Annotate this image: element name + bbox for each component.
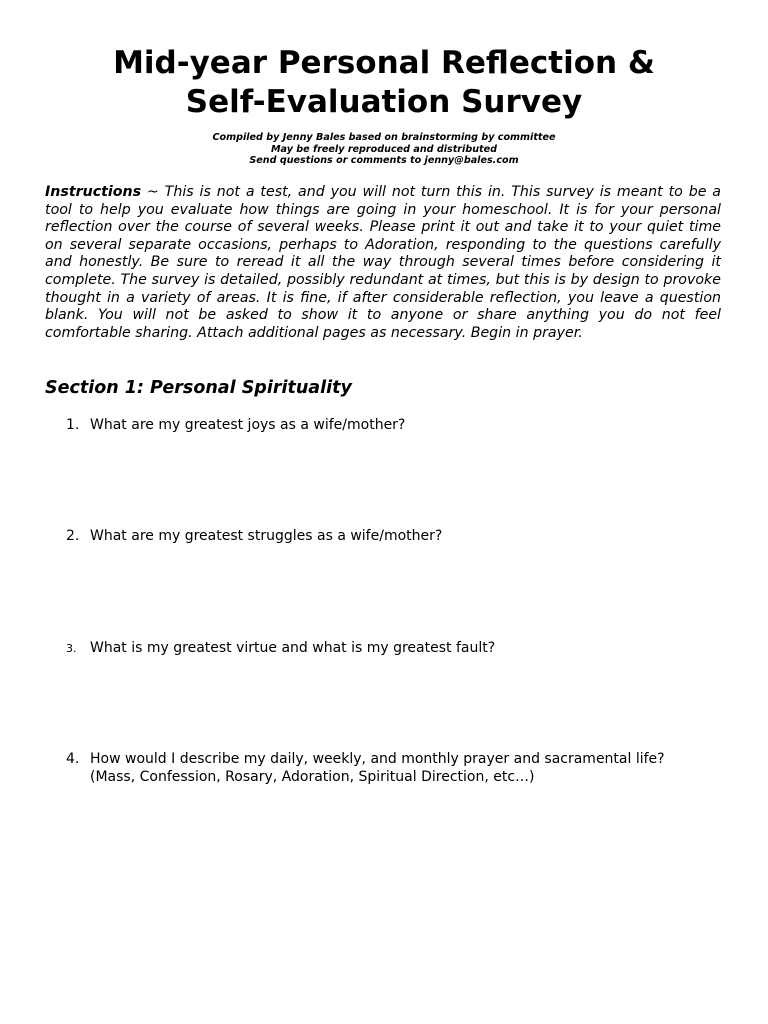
instructions-body: ~ This is not a test, and you will not turn this in. This survey is meant to be a tool to help you evaluate how things are going in your homeschool. It is for your personal reflection over the course of several weeks. Please print it out and take it to your quiet time on several separate occasions, perhaps to Adoration, responding to the questions carefully and honestly. Be sure to reread it all the way through several times before considering it complete. The survey is detailed, possibly redundant at times, but this is by design to provoke thought in a variety of areas. It is fine, if after considerable reflection, you leave a question blank. You will not be asked to show it to anyone or share anything you do not feel comfortable sharing. Attach additional pages as necessary. Begin in prayer. [45,184,721,341]
credits-compiled-by: Compiled by Jenny Bales based on brainstorming by committee [212,132,556,143]
question-item [66,527,726,545]
question-text: What are my greatest joys as a wife/mother? [90,417,406,433]
question-number: 3. [66,642,77,655]
question-number: 2. [66,528,80,544]
question-item [66,416,726,434]
instructions-lead: Instructions [45,184,142,200]
document-title [0,44,768,122]
section-heading: Section 1: Personal Spirituality [45,378,352,398]
question-text-block [90,750,726,786]
question-text: What is my greatest virtue and what is my greatest fault? [90,640,496,656]
title-line-2: Self-Evaluation Survey [185,84,583,120]
question-item [66,750,726,786]
title-line-1: Mid-year Personal Reflection & [113,45,655,81]
question-text: What are my greatest struggles as a wife/mother? [90,528,443,544]
instructions-paragraph [45,184,721,342]
credits-reproduction-note: May be freely reproduced and distributed [270,143,497,155]
question-subtext: (Mass, Confession, Rosary, Adoration, Spiritual Direction, etc…) [90,769,535,785]
credits-contact: Send questions or comments to jenny@bales.com [249,155,519,166]
credits-block [0,132,768,167]
question-item [66,639,726,659]
question-text: How would I describe my daily, weekly, and monthly prayer and sacramental life? [90,751,665,767]
question-number: 1. [66,417,80,433]
question-number: 4. [66,751,80,767]
